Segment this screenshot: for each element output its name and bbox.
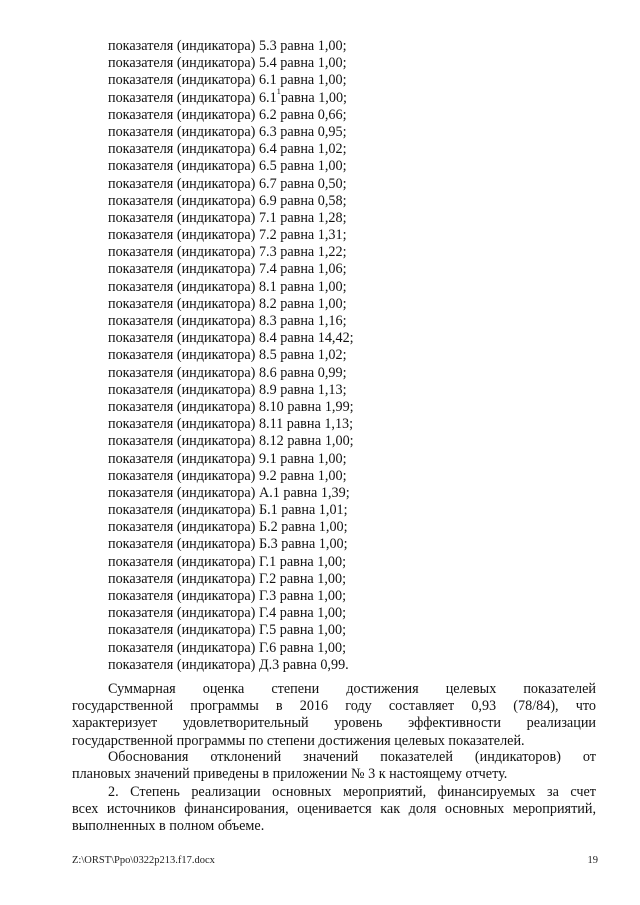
deviation-paragraph xyxy=(72,749,596,783)
indicator-text: показателя (индикатора) Г.1 равна 1,00; xyxy=(108,553,347,570)
indicator-superscript: 1 xyxy=(276,86,281,96)
indicator-line xyxy=(108,416,528,433)
deviation-line: плановых значений приведены в приложении № 3 к настоящему отчету. xyxy=(72,766,508,783)
footer-page-number: 19 xyxy=(587,855,598,866)
measures-line: всех источников финансирования, оценивается как доля основных мероприятий, xyxy=(72,801,596,818)
indicator-text: показателя (индикатора) 6.1 равна 1,00; xyxy=(108,72,347,89)
indicator-line xyxy=(108,296,528,313)
indicator-line xyxy=(108,588,528,605)
deviation-line: Обоснования отклонений значений показателей (индикаторов) от xyxy=(108,749,596,765)
indicator-text: показателя (индикатора) 8.11 равна 1,13; xyxy=(108,416,354,433)
indicator-text: показателя (индикатора) Г.3 равна 1,00; xyxy=(108,588,347,604)
indicator-text: показателя (индикатора) 6.4 равна 1,02; xyxy=(108,141,347,158)
indicator-line xyxy=(108,210,528,227)
indicator-text: показателя (индикатора) Г.6 равна 1,00; xyxy=(108,639,347,656)
indicator-line xyxy=(108,622,528,639)
summary-line: характеризует удовлетворительный уровень эффективности реализации xyxy=(72,715,596,732)
indicator-text: показателя (индикатора) 8.1 равна 1,00; xyxy=(108,278,347,295)
indicator-line xyxy=(108,55,528,72)
indicator-text: показателя (индикатора) 9.1 равна 1,00; xyxy=(108,450,347,467)
indicator-text: показателя (индикатора) 7.2 равна 1,31; xyxy=(108,227,347,244)
indicator-line xyxy=(108,72,528,89)
indicator-line xyxy=(108,313,528,330)
indicator-text: показателя (индикатора) 7.3 равна 1,22; xyxy=(108,244,347,261)
indicator-text: показателя (индикатора) 7.1 равна 1,28; xyxy=(108,209,347,226)
indicator-line xyxy=(108,433,528,450)
indicator-text: показателя (индикатора) 8.4 равна 14,42; xyxy=(108,330,354,347)
indicator-line xyxy=(108,554,528,571)
indicator-text: показателя (индикатора) 8.3 равна 1,16; xyxy=(108,313,347,329)
indicator-line xyxy=(108,330,528,347)
indicator-text: показателя (индикатора) Б.2 равна 1,00; xyxy=(108,519,348,536)
indicator-line xyxy=(108,485,528,502)
indicator-line xyxy=(108,279,528,296)
indicator-line xyxy=(108,347,528,364)
indicator-text: показателя (индикатора) 9.2 равна 1,00; xyxy=(108,467,347,484)
indicator-line xyxy=(108,657,528,674)
indicator-text: показателя (индикатора) Г.2 равна 1,00; xyxy=(108,570,347,587)
summary-line: государственной программы в 2016 году составляет 0,93 (78/84), что xyxy=(72,698,596,715)
indicator-text: показателя (индикатора) 5.3 равна 1,00; xyxy=(108,38,347,54)
indicator-line xyxy=(108,640,528,657)
indicator-text: показателя (индикатора) 8.9 равна 1,13; xyxy=(108,381,347,398)
indicator-text: показателя (индикатора) 8.10 равна 1,99; xyxy=(108,398,354,415)
indicator-line xyxy=(108,158,528,175)
indicator-text: показателя (индикатора) Б.1 равна 1,01; xyxy=(108,502,348,519)
indicator-line xyxy=(108,399,528,416)
indicator-text: показателя (индикатора) 7.4 равна 1,06; xyxy=(108,261,347,278)
footer-file-path: Z:\ORST\Ppo\0322p213.f17.docx xyxy=(72,855,215,866)
indicator-text: показателя (индикатора) 6.1 xyxy=(108,89,277,106)
indicator-text: показателя (индикатора) 8.6 равна 0,99; xyxy=(108,364,347,381)
indicator-line xyxy=(108,502,528,519)
indicator-line xyxy=(108,244,528,261)
indicator-line xyxy=(108,86,528,107)
indicator-text: показателя (индикатора) Г.4 равна 1,00; xyxy=(108,605,347,622)
indicator-text: показателя (индикатора) Г.5 равна 1,00; xyxy=(108,622,347,639)
indicator-line xyxy=(108,38,528,55)
indicator-line xyxy=(108,107,528,124)
indicator-line xyxy=(108,176,528,193)
indicator-line xyxy=(108,605,528,622)
indicator-line xyxy=(108,193,528,210)
indicator-text: показателя (индикатора) 6.2 равна 0,66; xyxy=(108,106,347,123)
summary-line: Суммарная оценка степени достижения целевых показателей xyxy=(108,681,596,697)
measures-line: выполненных в полном объеме. xyxy=(72,818,265,835)
measures-paragraph xyxy=(72,784,596,836)
indicator-text: показателя (индикатора) А.1 равна 1,39; xyxy=(108,484,350,501)
indicator-list xyxy=(108,38,528,674)
indicator-line xyxy=(108,571,528,588)
summary-line: государственной программы по степени достижения целевых показателей. xyxy=(72,732,525,749)
indicator-line xyxy=(108,261,528,278)
indicator-line xyxy=(108,382,528,399)
indicator-line xyxy=(108,365,528,382)
indicator-text: показателя (индикатора) 6.3 равна 0,95; xyxy=(108,123,347,140)
indicator-text: показателя (индикатора) 8.5 равна 1,02; xyxy=(108,347,347,364)
indicator-text: показателя (индикатора) 5.4 равна 1,00; xyxy=(108,55,347,72)
indicator-text-tail: равна 1,00; xyxy=(280,89,347,106)
summary-paragraph xyxy=(72,681,596,750)
indicator-line xyxy=(108,141,528,158)
indicator-text: показателя (индикатора) Б.3 равна 1,00; xyxy=(108,536,348,553)
measures-line: 2. Степень реализации основных мероприятий, финансируемых за счет xyxy=(108,784,596,800)
indicator-text: показателя (индикатора) 6.9 равна 0,58; xyxy=(108,192,347,209)
indicator-text: показателя (индикатора) 8.2 равна 1,00; xyxy=(108,295,347,312)
indicator-text: показателя (индикатора) 6.7 равна 0,50; xyxy=(108,175,347,192)
indicator-line xyxy=(108,124,528,141)
indicator-line xyxy=(108,451,528,468)
indicator-text: показателя (индикатора) 6.5 равна 1,00; xyxy=(108,158,347,175)
indicator-line xyxy=(108,227,528,244)
indicator-text: показателя (индикатора) 8.12 равна 1,00; xyxy=(108,433,354,450)
indicator-line xyxy=(108,468,528,485)
indicator-text: показателя (индикатора) Д.3 равна 0,99. xyxy=(108,656,349,673)
indicator-line xyxy=(108,519,528,536)
indicator-line xyxy=(108,536,528,553)
